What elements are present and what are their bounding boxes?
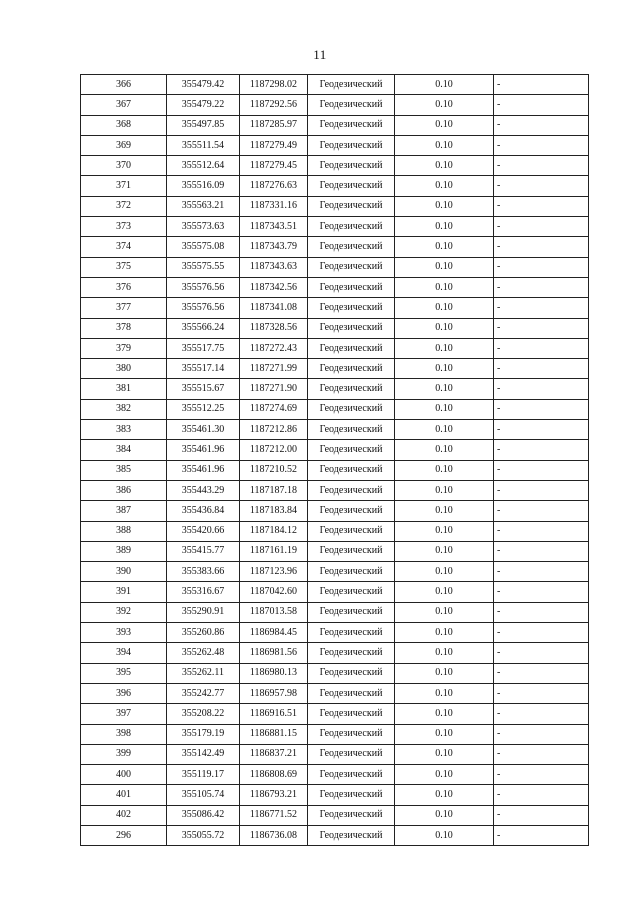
method-cell: Геодезический: [308, 196, 395, 216]
table-row: [81, 623, 589, 643]
x-coordinate-cell: 355383.66: [167, 562, 240, 582]
point-number-cell: 400: [81, 765, 167, 785]
table-row: [81, 338, 589, 358]
accuracy-cell: 0.10: [395, 704, 494, 724]
point-number-cell: 378: [81, 318, 167, 338]
y-coordinate-cell: 1187042.60: [240, 582, 308, 602]
accuracy-cell: 0.10: [395, 744, 494, 764]
point-number-cell: 382: [81, 399, 167, 419]
point-number-cell: 401: [81, 785, 167, 805]
note-cell: -: [494, 562, 589, 582]
point-number-cell: 366: [81, 75, 167, 95]
note-cell: -: [494, 176, 589, 196]
point-number-cell: 385: [81, 460, 167, 480]
x-coordinate-cell: 355479.42: [167, 75, 240, 95]
note-cell: -: [494, 602, 589, 622]
method-cell: Геодезический: [308, 602, 395, 622]
point-number-cell: 376: [81, 277, 167, 297]
y-coordinate-cell: 1187342.56: [240, 277, 308, 297]
point-number-cell: 390: [81, 562, 167, 582]
accuracy-cell: 0.10: [395, 683, 494, 703]
point-number-cell: 388: [81, 521, 167, 541]
point-number-cell: 372: [81, 196, 167, 216]
table-row: [81, 805, 589, 825]
accuracy-cell: 0.10: [395, 420, 494, 440]
table-row: [81, 318, 589, 338]
y-coordinate-cell: 1186881.15: [240, 724, 308, 744]
method-cell: Геодезический: [308, 704, 395, 724]
note-cell: -: [494, 420, 589, 440]
y-coordinate-cell: 1187341.08: [240, 298, 308, 318]
accuracy-cell: 0.10: [395, 785, 494, 805]
table-row: [81, 75, 589, 95]
note-cell: -: [494, 805, 589, 825]
point-number-cell: 381: [81, 379, 167, 399]
accuracy-cell: 0.10: [395, 663, 494, 683]
accuracy-cell: 0.10: [395, 765, 494, 785]
x-coordinate-cell: 355575.55: [167, 257, 240, 277]
method-cell: Геодезический: [308, 785, 395, 805]
table-row: [81, 135, 589, 155]
table-row: [81, 298, 589, 318]
note-cell: -: [494, 379, 589, 399]
note-cell: -: [494, 582, 589, 602]
point-number-cell: 296: [81, 825, 167, 845]
point-number-cell: 367: [81, 95, 167, 115]
table-row: [81, 460, 589, 480]
x-coordinate-cell: 355262.11: [167, 663, 240, 683]
table-row: [81, 156, 589, 176]
method-cell: Геодезический: [308, 318, 395, 338]
note-cell: -: [494, 359, 589, 379]
note-cell: -: [494, 399, 589, 419]
method-cell: Геодезический: [308, 562, 395, 582]
y-coordinate-cell: 1186793.21: [240, 785, 308, 805]
point-number-cell: 392: [81, 602, 167, 622]
point-number-cell: 384: [81, 440, 167, 460]
point-number-cell: 402: [81, 805, 167, 825]
accuracy-cell: 0.10: [395, 257, 494, 277]
x-coordinate-cell: 355179.19: [167, 724, 240, 744]
note-cell: -: [494, 217, 589, 237]
x-coordinate-cell: 355142.49: [167, 744, 240, 764]
y-coordinate-cell: 1187210.52: [240, 460, 308, 480]
x-coordinate-cell: 355436.84: [167, 501, 240, 521]
point-number-cell: 387: [81, 501, 167, 521]
x-coordinate-cell: 355479.22: [167, 95, 240, 115]
accuracy-cell: 0.10: [395, 521, 494, 541]
table-row: [81, 501, 589, 521]
accuracy-cell: 0.10: [395, 277, 494, 297]
method-cell: Геодезический: [308, 744, 395, 764]
accuracy-cell: 0.10: [395, 541, 494, 561]
y-coordinate-cell: 1187274.69: [240, 399, 308, 419]
y-coordinate-cell: 1187331.16: [240, 196, 308, 216]
method-cell: Геодезический: [308, 95, 395, 115]
accuracy-cell: 0.10: [395, 95, 494, 115]
y-coordinate-cell: 1187161.19: [240, 541, 308, 561]
accuracy-cell: 0.10: [395, 643, 494, 663]
accuracy-cell: 0.10: [395, 501, 494, 521]
y-coordinate-cell: 1186736.08: [240, 825, 308, 845]
table-row: [81, 359, 589, 379]
method-cell: Геодезический: [308, 379, 395, 399]
accuracy-cell: 0.10: [395, 156, 494, 176]
table-row: [81, 643, 589, 663]
note-cell: -: [494, 663, 589, 683]
method-cell: Геодезический: [308, 156, 395, 176]
method-cell: Геодезический: [308, 338, 395, 358]
method-cell: Геодезический: [308, 115, 395, 135]
point-number-cell: 395: [81, 663, 167, 683]
note-cell: -: [494, 237, 589, 257]
x-coordinate-cell: 355497.85: [167, 115, 240, 135]
x-coordinate-cell: 355443.29: [167, 480, 240, 500]
accuracy-cell: 0.10: [395, 825, 494, 845]
point-number-cell: 394: [81, 643, 167, 663]
point-number-cell: 379: [81, 338, 167, 358]
table-row: [81, 399, 589, 419]
table-row: [81, 277, 589, 297]
y-coordinate-cell: 1186957.98: [240, 683, 308, 703]
table-row: [81, 724, 589, 744]
method-cell: Геодезический: [308, 643, 395, 663]
point-number-cell: 398: [81, 724, 167, 744]
accuracy-cell: 0.10: [395, 440, 494, 460]
table-row: [81, 196, 589, 216]
accuracy-cell: 0.10: [395, 217, 494, 237]
note-cell: -: [494, 704, 589, 724]
note-cell: -: [494, 521, 589, 541]
point-number-cell: 383: [81, 420, 167, 440]
x-coordinate-cell: 355573.63: [167, 217, 240, 237]
y-coordinate-cell: 1186808.69: [240, 765, 308, 785]
table-row: [81, 683, 589, 703]
y-coordinate-cell: 1187292.56: [240, 95, 308, 115]
point-number-cell: 377: [81, 298, 167, 318]
method-cell: Геодезический: [308, 420, 395, 440]
x-coordinate-cell: 355517.75: [167, 338, 240, 358]
note-cell: -: [494, 480, 589, 500]
method-cell: Геодезический: [308, 765, 395, 785]
note-cell: -: [494, 785, 589, 805]
x-coordinate-cell: 355517.14: [167, 359, 240, 379]
table-row: [81, 744, 589, 764]
y-coordinate-cell: 1187212.00: [240, 440, 308, 460]
table-row: [81, 480, 589, 500]
accuracy-cell: 0.10: [395, 602, 494, 622]
x-coordinate-cell: 355576.56: [167, 277, 240, 297]
table-row: [81, 825, 589, 845]
x-coordinate-cell: 355086.42: [167, 805, 240, 825]
y-coordinate-cell: 1187271.99: [240, 359, 308, 379]
y-coordinate-cell: 1186980.13: [240, 663, 308, 683]
note-cell: -: [494, 460, 589, 480]
method-cell: Геодезический: [308, 480, 395, 500]
accuracy-cell: 0.10: [395, 115, 494, 135]
note-cell: -: [494, 95, 589, 115]
method-cell: Геодезический: [308, 75, 395, 95]
table-row: [81, 765, 589, 785]
y-coordinate-cell: 1186837.21: [240, 744, 308, 764]
note-cell: -: [494, 257, 589, 277]
table-row: [81, 379, 589, 399]
method-cell: Геодезический: [308, 440, 395, 460]
x-coordinate-cell: 355316.67: [167, 582, 240, 602]
accuracy-cell: 0.10: [395, 298, 494, 318]
table-row: [81, 176, 589, 196]
x-coordinate-cell: 355461.30: [167, 420, 240, 440]
x-coordinate-cell: 355055.72: [167, 825, 240, 845]
method-cell: Геодезический: [308, 277, 395, 297]
note-cell: -: [494, 156, 589, 176]
method-cell: Геодезический: [308, 724, 395, 744]
method-cell: Геодезический: [308, 460, 395, 480]
x-coordinate-cell: 355208.22: [167, 704, 240, 724]
x-coordinate-cell: 355515.67: [167, 379, 240, 399]
table-row: [81, 257, 589, 277]
point-number-cell: 369: [81, 135, 167, 155]
note-cell: -: [494, 338, 589, 358]
x-coordinate-cell: 355290.91: [167, 602, 240, 622]
point-number-cell: 396: [81, 683, 167, 703]
coordinates-table: [80, 74, 589, 846]
method-cell: Геодезический: [308, 683, 395, 703]
table-row: [81, 562, 589, 582]
method-cell: Геодезический: [308, 217, 395, 237]
point-number-cell: 371: [81, 176, 167, 196]
accuracy-cell: 0.10: [395, 379, 494, 399]
point-number-cell: 373: [81, 217, 167, 237]
accuracy-cell: 0.10: [395, 460, 494, 480]
table-row: [81, 95, 589, 115]
note-cell: -: [494, 825, 589, 845]
accuracy-cell: 0.10: [395, 196, 494, 216]
page-number: 11: [313, 47, 327, 62]
y-coordinate-cell: 1187212.86: [240, 420, 308, 440]
accuracy-cell: 0.10: [395, 237, 494, 257]
note-cell: -: [494, 318, 589, 338]
method-cell: Геодезический: [308, 176, 395, 196]
note-cell: -: [494, 623, 589, 643]
point-number-cell: 399: [81, 744, 167, 764]
point-number-cell: 380: [81, 359, 167, 379]
y-coordinate-cell: 1187343.51: [240, 217, 308, 237]
table-row: [81, 521, 589, 541]
x-coordinate-cell: 355415.77: [167, 541, 240, 561]
y-coordinate-cell: 1186981.56: [240, 643, 308, 663]
x-coordinate-cell: 355461.96: [167, 460, 240, 480]
method-cell: Геодезический: [308, 805, 395, 825]
method-cell: Геодезический: [308, 399, 395, 419]
note-cell: -: [494, 501, 589, 521]
table-row: [81, 663, 589, 683]
table-row: [81, 582, 589, 602]
y-coordinate-cell: 1187285.97: [240, 115, 308, 135]
point-number-cell: 389: [81, 541, 167, 561]
method-cell: Геодезический: [308, 582, 395, 602]
y-coordinate-cell: 1186771.52: [240, 805, 308, 825]
note-cell: -: [494, 541, 589, 561]
x-coordinate-cell: 355563.21: [167, 196, 240, 216]
x-coordinate-cell: 355511.54: [167, 135, 240, 155]
method-cell: Геодезический: [308, 135, 395, 155]
x-coordinate-cell: 355512.64: [167, 156, 240, 176]
coordinates-table-body: [81, 75, 589, 846]
y-coordinate-cell: 1187328.56: [240, 318, 308, 338]
y-coordinate-cell: 1186916.51: [240, 704, 308, 724]
table-row: [81, 115, 589, 135]
note-cell: -: [494, 75, 589, 95]
point-number-cell: 374: [81, 237, 167, 257]
point-number-cell: 375: [81, 257, 167, 277]
table-row: [81, 785, 589, 805]
point-number-cell: 386: [81, 480, 167, 500]
note-cell: -: [494, 744, 589, 764]
y-coordinate-cell: 1187343.79: [240, 237, 308, 257]
x-coordinate-cell: 355119.17: [167, 765, 240, 785]
y-coordinate-cell: 1187279.45: [240, 156, 308, 176]
accuracy-cell: 0.10: [395, 338, 494, 358]
accuracy-cell: 0.10: [395, 318, 494, 338]
y-coordinate-cell: 1187271.90: [240, 379, 308, 399]
accuracy-cell: 0.10: [395, 480, 494, 500]
y-coordinate-cell: 1187343.63: [240, 257, 308, 277]
note-cell: -: [494, 277, 589, 297]
accuracy-cell: 0.10: [395, 399, 494, 419]
x-coordinate-cell: 355260.86: [167, 623, 240, 643]
x-coordinate-cell: 355105.74: [167, 785, 240, 805]
method-cell: Геодезический: [308, 521, 395, 541]
accuracy-cell: 0.10: [395, 75, 494, 95]
x-coordinate-cell: 355575.08: [167, 237, 240, 257]
x-coordinate-cell: 355576.56: [167, 298, 240, 318]
note-cell: -: [494, 683, 589, 703]
accuracy-cell: 0.10: [395, 562, 494, 582]
method-cell: Геодезический: [308, 501, 395, 521]
note-cell: -: [494, 724, 589, 744]
accuracy-cell: 0.10: [395, 724, 494, 744]
y-coordinate-cell: 1187298.02: [240, 75, 308, 95]
x-coordinate-cell: 355262.48: [167, 643, 240, 663]
accuracy-cell: 0.10: [395, 135, 494, 155]
note-cell: -: [494, 115, 589, 135]
note-cell: -: [494, 298, 589, 318]
method-cell: Геодезический: [308, 541, 395, 561]
point-number-cell: 370: [81, 156, 167, 176]
table-row: [81, 420, 589, 440]
method-cell: Геодезический: [308, 359, 395, 379]
point-number-cell: 397: [81, 704, 167, 724]
x-coordinate-cell: 355512.25: [167, 399, 240, 419]
note-cell: -: [494, 765, 589, 785]
y-coordinate-cell: 1186984.45: [240, 623, 308, 643]
x-coordinate-cell: 355461.96: [167, 440, 240, 460]
x-coordinate-cell: 355420.66: [167, 521, 240, 541]
method-cell: Геодезический: [308, 663, 395, 683]
y-coordinate-cell: 1187123.96: [240, 562, 308, 582]
accuracy-cell: 0.10: [395, 582, 494, 602]
method-cell: Геодезический: [308, 825, 395, 845]
accuracy-cell: 0.10: [395, 623, 494, 643]
table-row: [81, 704, 589, 724]
note-cell: -: [494, 440, 589, 460]
note-cell: -: [494, 643, 589, 663]
note-cell: -: [494, 135, 589, 155]
x-coordinate-cell: 355516.09: [167, 176, 240, 196]
x-coordinate-cell: 355242.77: [167, 683, 240, 703]
y-coordinate-cell: 1187272.43: [240, 338, 308, 358]
y-coordinate-cell: 1187187.18: [240, 480, 308, 500]
y-coordinate-cell: 1187279.49: [240, 135, 308, 155]
table-row: [81, 237, 589, 257]
y-coordinate-cell: 1187184.12: [240, 521, 308, 541]
accuracy-cell: 0.10: [395, 176, 494, 196]
method-cell: Геодезический: [308, 298, 395, 318]
y-coordinate-cell: 1187183.84: [240, 501, 308, 521]
y-coordinate-cell: 1187013.58: [240, 602, 308, 622]
y-coordinate-cell: 1187276.63: [240, 176, 308, 196]
table-row: [81, 440, 589, 460]
note-cell: -: [494, 196, 589, 216]
point-number-cell: 368: [81, 115, 167, 135]
point-number-cell: 391: [81, 582, 167, 602]
method-cell: Геодезический: [308, 257, 395, 277]
point-number-cell: 393: [81, 623, 167, 643]
method-cell: Геодезический: [308, 623, 395, 643]
table-row: [81, 602, 589, 622]
table-row: [81, 541, 589, 561]
table-row: [81, 217, 589, 237]
accuracy-cell: 0.10: [395, 805, 494, 825]
x-coordinate-cell: 355566.24: [167, 318, 240, 338]
accuracy-cell: 0.10: [395, 359, 494, 379]
method-cell: Геодезический: [308, 237, 395, 257]
